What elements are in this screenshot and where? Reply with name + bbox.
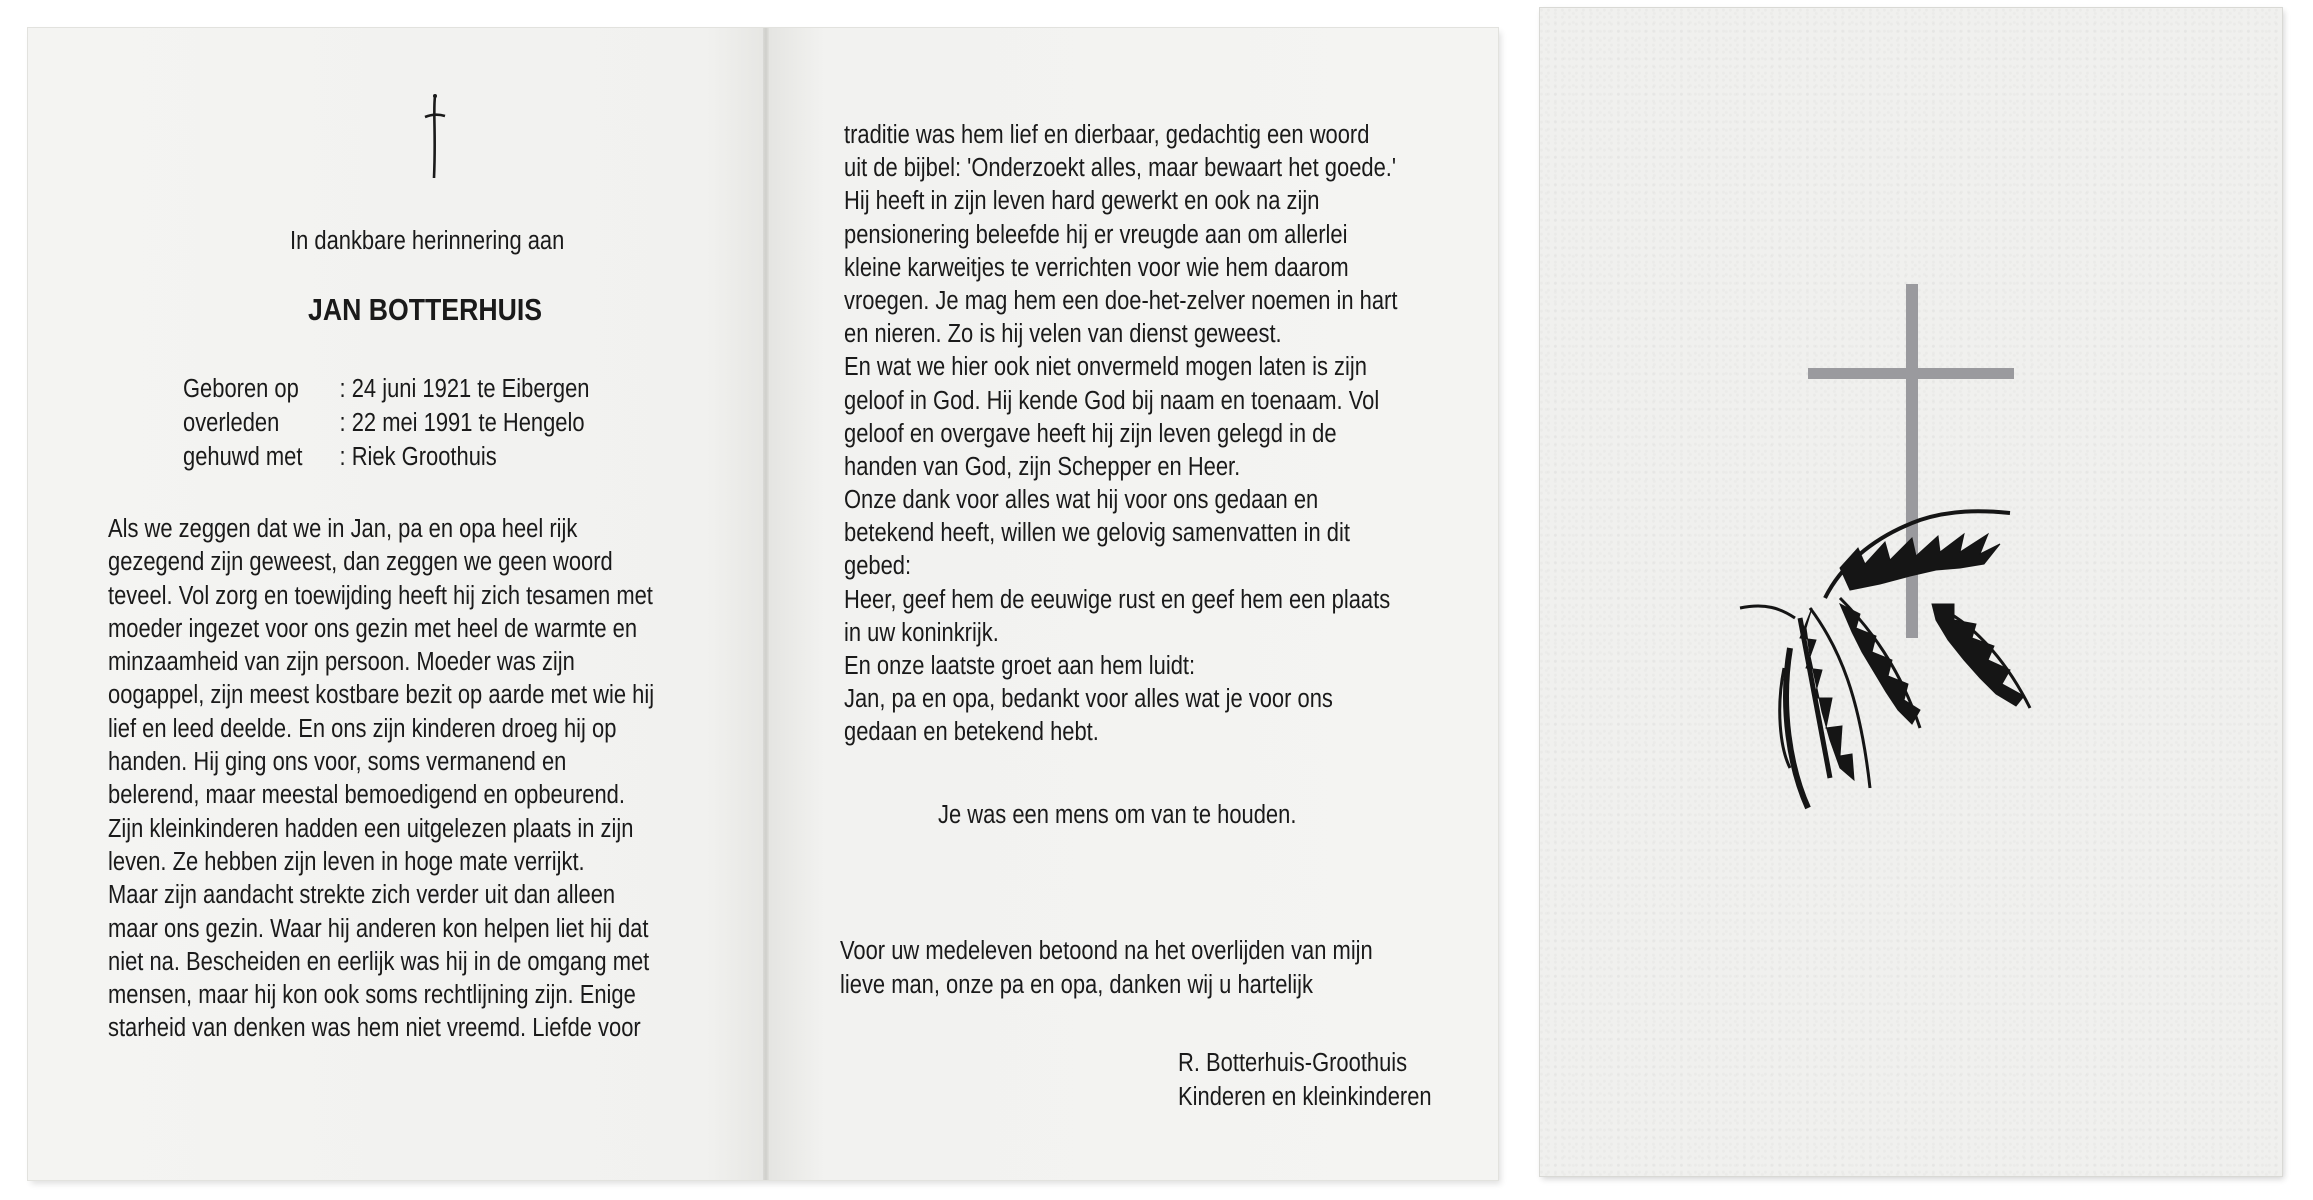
card-fold [763, 28, 769, 1180]
text-line: betekend heeft, willen we gelovig samenvatten in dit [844, 519, 1350, 548]
front-illustration [1540, 8, 2282, 1176]
text-line: En wat we hier ook niet onvermeld mogen laten is zijn [844, 353, 1367, 382]
text-line: maar ons gezin. Waar hij anderen kon helpen liet hij dat [108, 914, 649, 943]
text-line: gezegend zijn geweest, dan zeggen we geen woord [108, 548, 613, 577]
text-line: gebed: [844, 552, 912, 581]
fact-label: overleden [183, 409, 280, 437]
text-line: Zijn kleinkinderen hadden een uitgelezen plaats in zijn [108, 814, 634, 843]
signature-family: Kinderen en kleinkinderen [1178, 1083, 1432, 1111]
text-line: lieve man, onze pa en opa, danken wij u hartelijk [840, 971, 1314, 999]
text-line: handen. Hij ging ons voor, soms vermanend en [108, 748, 567, 777]
text-line: oogappel, zijn meest kostbare bezit op aarde met wie hij [108, 681, 655, 710]
inside-card [28, 28, 1498, 1180]
text-line: moeder ingezet voor ons gezin met heel de warmte en [108, 614, 638, 643]
text-line: uit de bijbel: 'Onderzoekt alles, maar bewaart het goede.' [844, 154, 1397, 183]
text-line: niet na. Bescheiden en eerlijk was hij in de omgang met [108, 947, 650, 976]
text-line: Heer, geef hem de eeuwige rust en geef hem een plaats [844, 585, 1391, 614]
closing-line: Je was een mens om van te houden. [938, 801, 1297, 829]
text-line: Hij heeft in zijn leven hard gewerkt en ook na zijn [844, 187, 1320, 216]
fact-value: : 22 mei 1991 te Hengelo [339, 409, 585, 437]
signature-block [1178, 1046, 1432, 1114]
fact-value: : 24 juni 1921 te Eibergen [339, 375, 590, 403]
cross-icon [1808, 284, 2014, 638]
text-line: starheid van denken was hem niet vreemd. Liefde voor [108, 1014, 641, 1043]
text-line: leven. Ze hebben zijn leven in hoge mate verrijkt. [108, 847, 585, 876]
text-line: geloof en overgave heeft hij zijn leven gelegd in de [844, 419, 1337, 448]
text-line: teveel. Vol zorg en toewijding heeft hij zich tesamen met [108, 581, 653, 610]
text-line: Onze dank voor alles wat hij voor ons gedaan en [844, 486, 1319, 515]
text-line: geloof in God. Hij kende God bij naam en toenaam. Vol [844, 386, 1380, 415]
text-line: En onze laatste groet aan hem luidt: [844, 652, 1196, 680]
text-line: lief en leed deelde. En ons zijn kinderen droeg hij op [108, 714, 617, 743]
text-line: Als we zeggen dat we in Jan, pa en opa heel rijk [108, 515, 578, 543]
text-line: handen van God, zijn Schepper en Heer. [844, 452, 1241, 481]
signature-name: R. Botterhuis-Groothuis [1178, 1049, 1408, 1077]
text-line: mensen, maar hij kon ook soms rechtlijning zijn. Enige [108, 981, 636, 1010]
intro-line: In dankbare herinnering aan [290, 227, 565, 255]
text-line: kleine karweitjes te verrichten voor wie hem daarom [844, 253, 1349, 282]
text-line: traditie was hem lief en dierbaar, gedachtig een woord [844, 121, 1370, 149]
fact-label: gehuwd met [183, 443, 303, 471]
text-line: minzaamheid van zijn persoon. Moeder was zijn [108, 648, 575, 677]
deceased-name: JAN BOTTERHUIS [308, 292, 543, 327]
text-line: en nieren. Zo is hij velen van dienst geweest. [844, 320, 1282, 349]
text-line: Voor uw medeleven betoond na het overlijden van mijn [840, 937, 1373, 965]
thanks-block [840, 934, 1373, 1002]
text-line: belerend, maar meestal bemoedigend en opbeurend. [108, 781, 625, 810]
text-line: in uw koninkrijk. [844, 618, 999, 647]
text-line: Maar zijn aandacht strekte zich verder uit dan alleen [108, 881, 616, 910]
text-line: vroegen. Je mag hem een doe-het-zelver noemen in hart [844, 286, 1398, 315]
cross-icon [420, 92, 450, 182]
text-line: Jan, pa en opa, bedankt voor alles wat je voor ons [844, 685, 1333, 714]
right-text-block [844, 118, 1397, 749]
fact-label: Geboren op [183, 375, 299, 403]
text-line: gedaan en betekend hebt. [844, 718, 1099, 747]
fact-value: : Riek Groothuis [339, 443, 497, 471]
left-text-block [108, 512, 654, 1045]
front-card [1540, 8, 2282, 1176]
wheat-icon [1740, 511, 2030, 808]
text-line: pensionering beleefde hij er vreugde aan om allerlei [844, 220, 1348, 249]
